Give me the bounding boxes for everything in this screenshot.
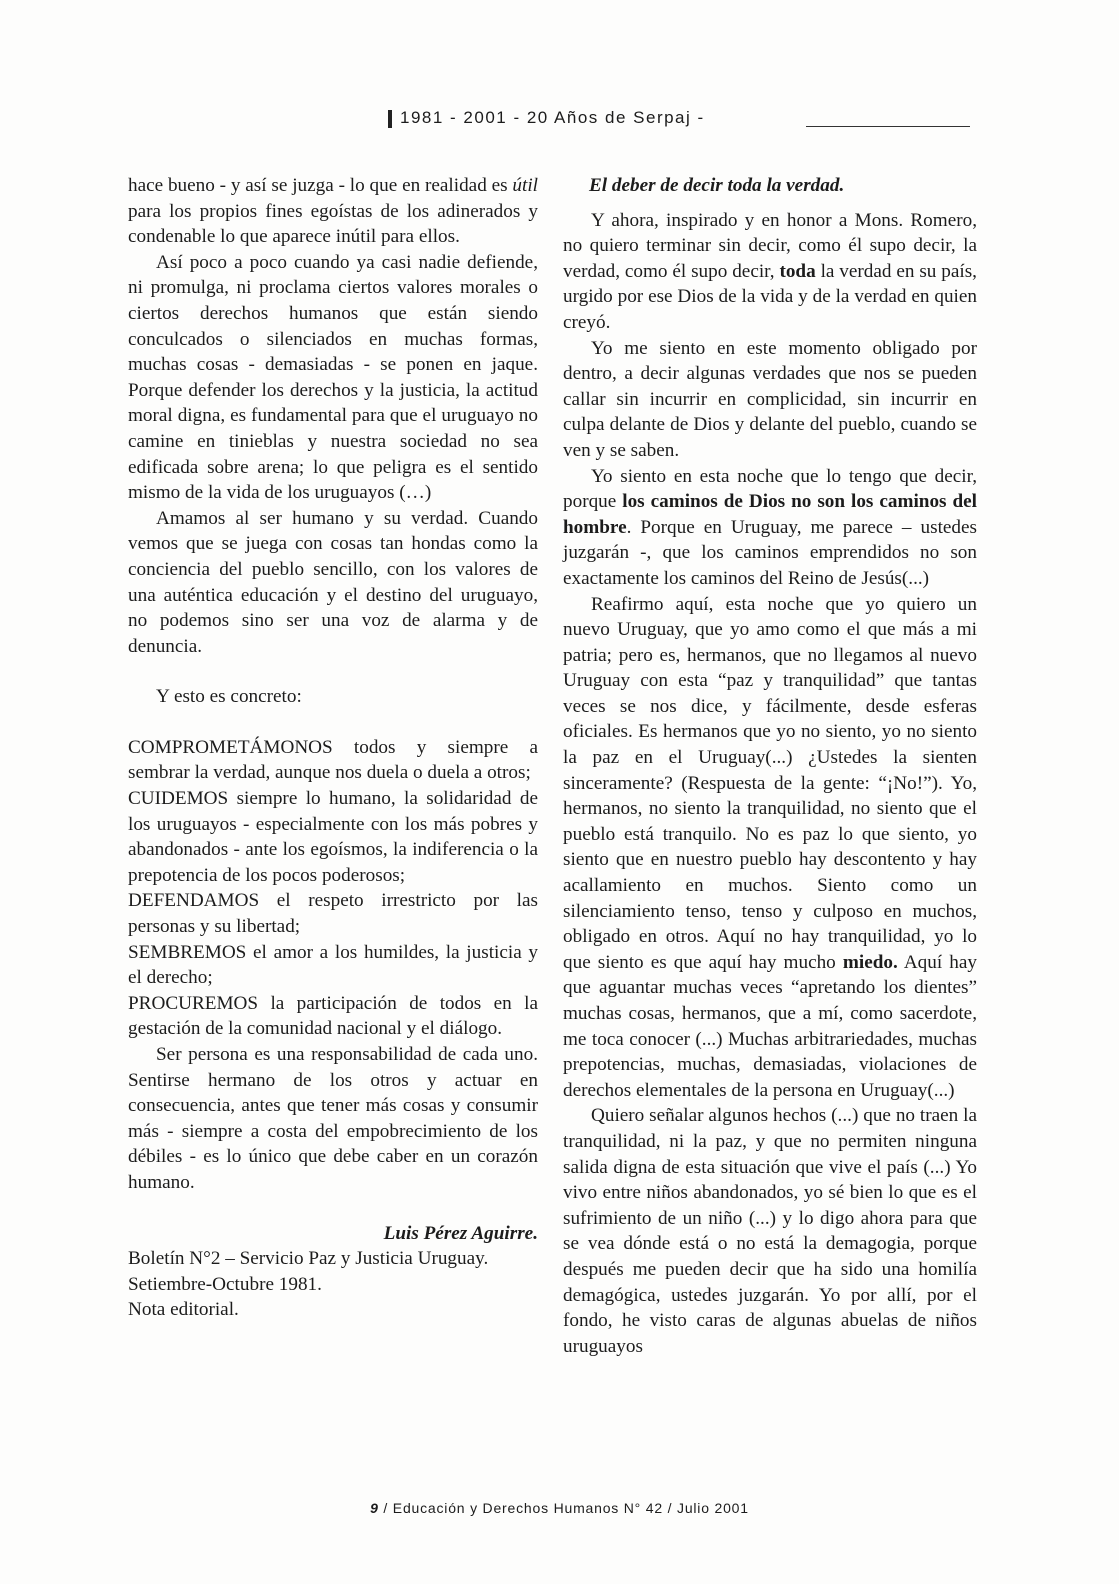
list-item: PROCUREMOS la participación de todos en la gestación de la comunidad nacional y el diálogo.: [128, 992, 538, 1040]
paragraph: Yo siento en esta noche que lo tengo que decir, porque los caminos de Dios no son los caminos del hombre. Porque en Uruguay, me parece – ustedes juzgarán -, que los caminos emprendidos no son exactamente los caminos del Reino de Jesús(...): [563, 465, 978, 589]
source-line: Nota editorial.: [128, 1299, 239, 1321]
paragraph: Quiero señalar algunos hechos (...) que no traen la tranquilidad, ni la paz, y que no permiten ninguna salida digna de esta situación que vive el país (...) Yo vivo entre niños abandonados, yo sé bien lo que es el sufrimiento de un niño (...) y lo digo ahora para que se vea dónde está o no está la demagogia, porque después me pueden decir que ha sido una homilía demagógica, ustedes juzgarán. Yo por allí, por el fondo, he visto caras de algunas abuelas de niños uruguayos: [563, 1105, 977, 1357]
paragraph: Reafirmo aquí, esta noche que yo quiero un nuevo Uruguay, que yo amo como el que más a mi patria; pero es, hermanos, que no llegamos al nuevo Uruguay con esta “paz y tranquilidad” que tantas veces se nos dice, y fácilmente, desde esferas oficiales. Es hermanos que yo no siento, yo no siento la paz en el Uruguay(...) ¿Ustedes la sienten sinceramente? (Respuesta de la gente: “¡No!”). Yo, hermanos, no siento la tranquilidad, no siento que el pueblo está tranquilo. No es paz lo que siento, yo siento que en nuestro pueblo hay descontento y hay acallamiento en muchos. Siento como un silenciamiento tenso, tenso y culposo en muchos, obligado en otros. Aquí no hay tranquilidad, yo lo que siento es que aquí hay mucho miedo. Aquí hay que aguantar muchas veces “apretando los dientes” muchas cosas, hermanos, que a mí, como sacerdote, me toca conocer (...) Muchas arbitrariedades, muchas prepotencias, muchas, demasiadas, violaciones de derechos elementales de la persona en Uruguay(...): [563, 593, 977, 1101]
right-column: [563, 173, 977, 1359]
bold-text: los caminos de Dios no son los caminos del hombre: [563, 491, 978, 538]
header-rule-mark: [388, 110, 392, 128]
spacer: [128, 1196, 538, 1221]
spacer: [128, 710, 538, 735]
spacer: [128, 659, 538, 684]
spacer: [563, 199, 977, 208]
paragraph: Amamos al ser humano y su verdad. Cuando vemos que se juega con cosas tan hondas como la conciencia del pueblo sencillo, con los valores de una auténtica educación y el destino del uruguayo, no podemos sino ser una voz de alarma y de denuncia.: [128, 507, 538, 657]
bold-text: toda: [779, 260, 816, 282]
footer-text: / Educación y Derechos Humanos N° 42 / Julio 2001: [378, 1500, 749, 1516]
source-line: Boletín N°2 – Servicio Paz y Justicia Uruguay.: [128, 1248, 489, 1270]
left-column: [128, 173, 538, 1323]
paragraph: hace bueno - y así se juzga - lo que en realidad es útil para los propios fines egoístas de los adinerados y condenable lo que aparece inútil para ellos.: [128, 175, 538, 248]
list-item: SEMBREMOS el amor a los humildes, la justicia y el derecho;: [128, 941, 538, 989]
list-item: CUIDEMOS siempre lo humano, la solidaridad de los uruguayos - especialmente con los más pobres y abandonados - ante los egoísmos, la indiferencia o la prepotencia de los pocos poderosos;: [128, 788, 538, 886]
header-rule: [806, 126, 970, 127]
paragraph: Ser persona es una responsabilidad de cada uno. Sentirse hermano de los otros y actuar en consecuencia, antes que tener más cosas y consumir más - siempre a costa del empobrecimiento de los débiles - es lo único que debe caber en un corazón humano.: [128, 1044, 538, 1193]
source-line: Setiembre-Octubre 1981.: [128, 1273, 322, 1295]
list-item: COMPROMETÁMONOS todos y siempre a sembrar la verdad, aunque nos duela o duela a otros;: [128, 736, 538, 784]
page-footer: [0, 1500, 1119, 1516]
bold-text: miedo.: [842, 951, 898, 973]
author-signature: Luis Pérez Aguirre.: [383, 1222, 538, 1244]
emphasis: útil: [512, 175, 538, 196]
paragraph: Así poco a poco cuando ya casi nadie defiende, ni promulga, ni proclama ciertos valores morales o ciertos derechos humanos que están siendo conculcados o silenciados en muchas formas, muchas cosas - demasiadas - se ponen en jaque. Porque defender los derechos y la justicia, la actitud moral digna, es fundamental para que el uruguayo no camine en tinieblas y nuestra sociedad no sea edificada sobre arena; lo que peligra es el sentido mismo de la vida de los uruguayos (…): [128, 251, 538, 504]
page-number: 9: [370, 1500, 379, 1516]
paragraph: Y ahora, inspirado y en honor a Mons. Romero, no quiero terminar sin decir, como él supo decir, la verdad, como él supo decir, toda la verdad en su país, urgido por ese Dios de la vida y de la verdad en quien creyó.: [563, 209, 977, 333]
list-item: DEFENDAMOS el respeto irrestricto por las personas y su libertad;: [128, 890, 538, 938]
paragraph: Yo me siento en este momento obligado por dentro, a decir algunas verdades que nos se pueden callar sin incurrir en complicidad, sin incurrir en culpa delante de Dios y delante del pueblo, cuando se ven y se saben.: [563, 337, 977, 461]
running-header: [388, 108, 970, 132]
paragraph: Y esto es concreto:: [156, 686, 302, 708]
section-title: El deber de decir toda la verdad.: [589, 175, 845, 196]
header-text: 1981 - 2001 - 20 Años de Serpaj -: [400, 108, 705, 127]
